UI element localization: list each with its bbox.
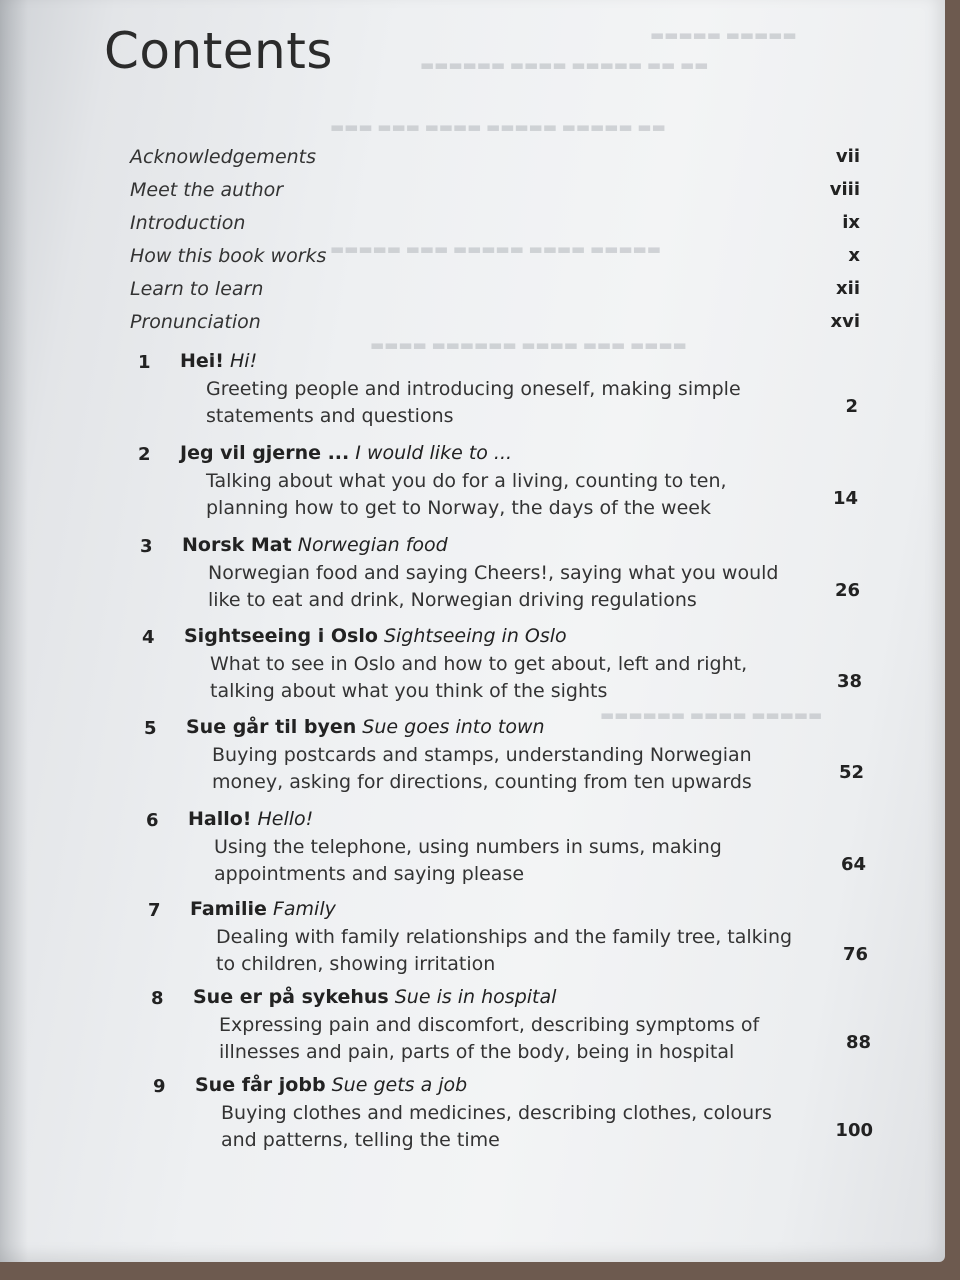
chapter-english-title: Hi!: [230, 350, 258, 372]
front-matter-row: [130, 311, 860, 339]
chapter-description: Buying clothes and medicines, describing clothes, colours and patterns, telling the time: [221, 1102, 772, 1151]
chapter-description: Buying postcards and stamps, understanding Norwegian money, asking for directions, counting from ten upwards: [212, 744, 752, 793]
chapter-number: 1: [138, 352, 151, 373]
chapter-page: 76: [842, 944, 868, 965]
chapter-page: 100: [835, 1120, 873, 1141]
chapter-entry: [138, 444, 858, 532]
front-matter-row: [130, 212, 860, 240]
chapter-number: 5: [144, 718, 157, 739]
chapter-page: 14: [832, 488, 858, 509]
chapter-entry: [151, 988, 871, 1076]
show-through-bleed: ▬▬▬▬▬ ▬▬▬▬▬: [650, 26, 797, 44]
show-through-bleed: ▬▬▬ ▬▬▬ ▬▬▬▬ ▬▬▬▬▬ ▬▬▬▬▬ ▬▬: [330, 118, 666, 136]
front-matter-label: Pronunciation: [130, 311, 261, 333]
chapter-norwegian-title: Jeg vil gjerne ...: [180, 442, 350, 464]
chapter-page: 52: [838, 762, 864, 783]
chapter-english-title: Hello!: [257, 808, 314, 830]
chapter-number: 8: [151, 988, 164, 1009]
chapter-number: 9: [153, 1076, 166, 1097]
chapter-entry: [138, 352, 858, 440]
chapter-page: 88: [845, 1032, 871, 1053]
front-matter-page: xvi: [830, 311, 860, 332]
chapter-entry: [140, 536, 860, 624]
page-gutter-shadow: [0, 0, 28, 1262]
front-matter-page: viii: [829, 179, 860, 200]
chapter-heading: [193, 986, 556, 1008]
chapter-norwegian-title: Sue er på sykehus: [193, 986, 389, 1008]
chapter-heading: [180, 350, 257, 372]
chapter-entry: [146, 810, 866, 898]
chapter-english-title: Norwegian food: [297, 534, 448, 556]
page-title: Contents: [104, 22, 333, 80]
chapter-number: 3: [140, 536, 153, 557]
front-matter-label: Introduction: [130, 212, 246, 234]
chapter-english-title: Sightseeing in Oslo: [383, 625, 567, 647]
chapter-english-title: Sue gets a job: [331, 1074, 468, 1096]
chapter-description: Dealing with family relationships and the family tree, talking to children, showing irritation: [216, 926, 793, 975]
front-matter-page: ix: [842, 212, 860, 233]
chapter-heading: [195, 1074, 467, 1096]
chapter-norwegian-title: Norsk Mat: [182, 534, 292, 556]
front-matter-row: [130, 179, 860, 207]
chapter-heading: [182, 534, 448, 556]
front-matter-label: Learn to learn: [130, 278, 264, 300]
show-through-bleed: ▬▬▬▬▬▬ ▬▬▬▬ ▬▬▬▬▬ ▬▬ ▬▬: [420, 56, 709, 74]
show-through-bleed: ▬▬▬▬ ▬▬▬▬▬▬ ▬▬▬▬ ▬▬▬ ▬▬▬▬: [370, 336, 687, 354]
front-matter-label: Acknowledgements: [130, 146, 317, 168]
chapter-entry: [153, 1076, 873, 1164]
chapter-entry: [148, 900, 868, 988]
front-matter-label: How this book works: [130, 245, 327, 267]
chapter-norwegian-title: Sue får jobb: [195, 1074, 326, 1096]
chapter-number: 2: [138, 444, 151, 465]
front-matter-row: [130, 278, 860, 306]
chapter-description: Talking about what you do for a living, counting to ten, planning how to get to Norway, the days of the week: [206, 470, 727, 519]
chapter-description: Greeting people and introducing oneself, making simple statements and questions: [206, 378, 741, 427]
chapter-english-title: Family: [272, 898, 336, 920]
front-matter-page: vii: [835, 146, 860, 167]
chapter-number: 6: [146, 810, 159, 831]
show-through-bleed: ▬▬▬▬▬ ▬▬▬ ▬▬▬▬▬ ▬▬▬▬ ▬▬▬▬▬: [330, 240, 661, 258]
chapter-heading: [190, 898, 336, 920]
chapter-number: 7: [148, 900, 161, 921]
chapter-entry: [142, 627, 862, 715]
chapter-description: Expressing pain and discomfort, describing symptoms of illnesses and pain, parts of the body, being in hospital: [219, 1014, 760, 1063]
chapter-page: 2: [845, 396, 858, 417]
chapter-number: 4: [142, 627, 155, 648]
chapter-norwegian-title: Hei!: [180, 350, 224, 372]
chapter-page: 26: [834, 580, 860, 601]
front-matter-row: [130, 146, 860, 174]
front-matter-page: xii: [836, 278, 860, 299]
chapter-english-title: Sue is in hospital: [394, 986, 557, 1008]
chapter-english-title: Sue goes into town: [362, 716, 545, 738]
show-through-bleed: ▬▬▬▬▬▬ ▬▬▬▬ ▬▬▬▬▬: [600, 706, 823, 724]
chapter-description: Norwegian food and saying Cheers!, saying what you would like to eat and drink, Norwegian driving regulations: [208, 562, 779, 611]
chapter-norwegian-title: Sue går til byen: [186, 716, 357, 738]
front-matter-page: x: [848, 245, 860, 266]
front-matter-row: [130, 245, 860, 273]
chapter-heading: [184, 625, 567, 647]
front-matter-label: Meet the author: [130, 179, 284, 201]
chapter-entry: [144, 718, 864, 806]
chapter-heading: [186, 716, 545, 738]
chapter-heading: [180, 442, 512, 464]
chapter-heading: [188, 808, 313, 830]
chapter-page: 64: [840, 854, 866, 875]
chapter-english-title: I would like to ...: [355, 442, 513, 464]
chapter-description: Using the telephone, using numbers in sums, making appointments and saying please: [214, 836, 722, 885]
chapter-norwegian-title: Familie: [190, 898, 267, 920]
chapter-description: What to see in Oslo and how to get about, left and right, talking about what you think of the sights: [210, 653, 748, 702]
chapter-norwegian-title: Hallo!: [188, 808, 252, 830]
chapter-norwegian-title: Sightseeing i Oslo: [184, 625, 378, 647]
chapter-page: 38: [836, 671, 862, 692]
